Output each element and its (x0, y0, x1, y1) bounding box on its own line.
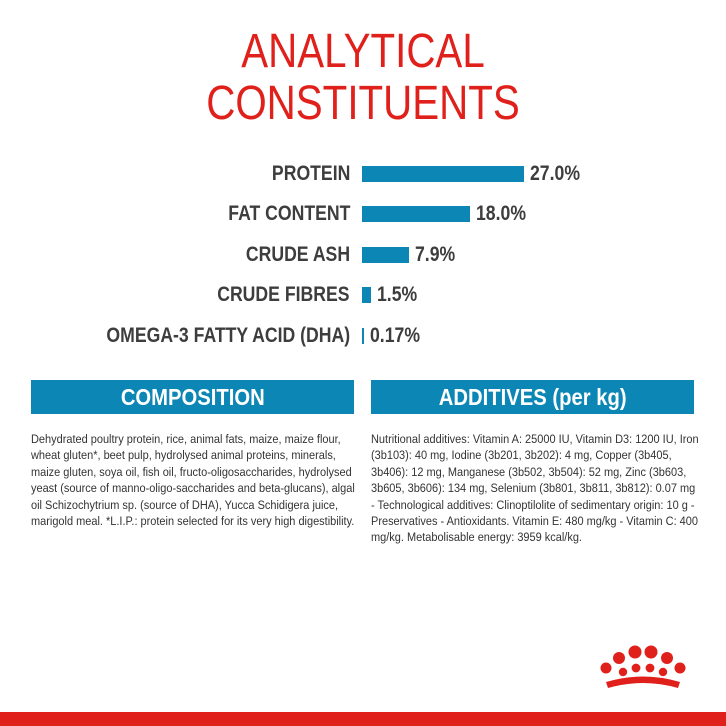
royal-crown-icon (592, 638, 692, 698)
page-title-line1: ANALYTICAL (241, 25, 485, 78)
constituent-bar (362, 247, 409, 263)
constituent-value: 27.0% (530, 162, 581, 185)
constituent-row-fibres (0, 280, 726, 310)
composition-paragraph: Dehydrated poultry protein, rice, animal fats, maize, maize flour, wheat gluten*, beet pulp, hydrolysed animal proteins, minerals, maize gluten, soya oil, fish oil, fructo-oligosaccharides, hydrolysed yeast (source of manno-oligo-saccharides and beta-glucans), algal oil Schizochytrium sp. (source of DHA), Yucca Schidigera juice, marigold meal. *L.I.P.: protein selected for its very high digestibility. (31, 432, 355, 529)
composition-text (31, 431, 361, 529)
additives-heading-text: ADDITIVES (per kg) (438, 384, 627, 410)
additives-heading (371, 380, 694, 414)
constituent-bar (362, 328, 364, 344)
constituent-bar (362, 206, 470, 222)
composition-heading-text: COMPOSITION (120, 384, 265, 410)
constituent-label: PROTEIN (271, 162, 350, 185)
additives-paragraph: Nutritional additives: Vitamin A: 25000 IU, Vitamin D3: 1200 IU, Iron (3b103): 40 mg, Iodine (3b201, 3b202): 4 mg, Copper (3b405, 3b406): 12 mg, Manganese (3b502, 3b504): 52 mg, Zinc (3b603, 3b605, 3b606): 134 mg, Selenium (3b801, 3b811, 3b812): 0.07 mg - Technological additives: Clinoptilolite of sedimentary origin: 10 g - Preservatives - Antioxidants. Vitamin E: 480 mg/kg - Vitamin C: 400 mg/kg. Metabolisable energy: 3959 kcal/kg. (371, 432, 699, 545)
bottom-brand-band (0, 712, 726, 726)
constituent-value: 18.0% (476, 202, 527, 225)
page-title-line2: CONSTITUENTS (206, 77, 520, 130)
composition-heading (31, 380, 354, 414)
constituent-label: CRUDE ASH (245, 243, 350, 266)
constituent-row-protein (0, 159, 726, 189)
additives-text (371, 431, 701, 546)
constituent-value: 1.5% (377, 283, 418, 306)
constituent-row-ash (0, 240, 726, 270)
constituent-value: 0.17% (370, 324, 421, 347)
constituent-label: FAT CONTENT (227, 202, 350, 225)
constituent-row-omega3 (0, 321, 726, 351)
constituent-label: CRUDE FIBRES (217, 283, 350, 306)
constituent-label: OMEGA-3 FATTY ACID (DHA) (106, 324, 350, 347)
constituent-row-fat (0, 199, 726, 229)
constituent-bar (362, 166, 524, 182)
constituent-bar (362, 287, 371, 303)
constituent-value: 7.9% (415, 243, 456, 266)
